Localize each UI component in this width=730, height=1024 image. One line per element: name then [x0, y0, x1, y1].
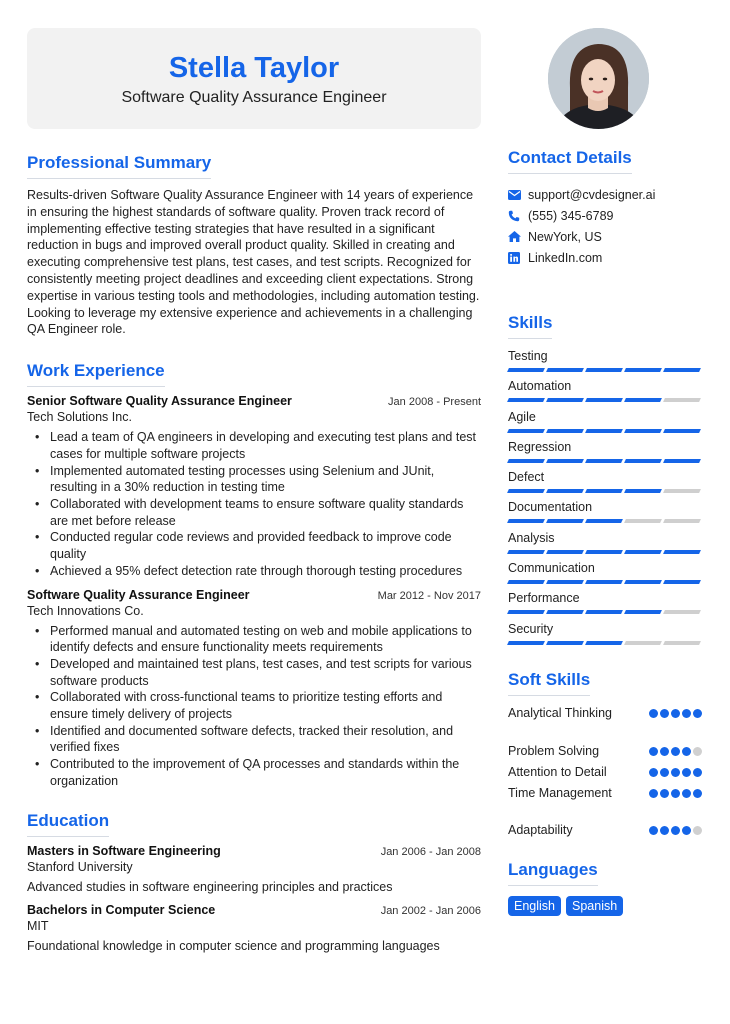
skill-level-segment — [624, 610, 662, 614]
profile-photo — [548, 28, 649, 129]
contact-phone — [508, 205, 702, 226]
skill-label: Documentation — [508, 500, 593, 515]
job-bullet: • Conducted regular code reviews and provided feedback to improve code quality — [27, 529, 481, 562]
skill-level-bar — [508, 610, 702, 614]
job-bullet: • Performed manual and automated testing on web and mobile applications to identify defects and ensure functionality meets requirements — [27, 623, 481, 656]
degree-title: Masters in Software Engineering — [27, 843, 221, 858]
job-bullet: • Collaborated with development teams to ensure software quality standards are met before release — [27, 496, 481, 529]
job-entry — [27, 394, 481, 579]
job-title: Senior Software Quality Assurance Engineer — [27, 394, 292, 409]
skill-level-segment — [624, 368, 662, 372]
summary-text: Results-driven Software Quality Assurance Engineer with 14 years of experience in ensuring the highest standards of software quality. Proven track record of implementing effective testing strategies that have resulted in a significant reduction in bugs and improved overall product quality. Skilled in creating and executing comprehensive test plans, test cases, and test scripts. Recognized for consistently meeting project deadlines and exceeding client expectations. Strong expertise in various testing tools and methodologies, including automation testing. Looking to leverage my extensive experience and achievements in a challenging QA Engineer role. — [27, 188, 480, 337]
job-bullet: • Collaborated with cross-functional teams to prioritize testing efforts and ensure timely delivery of projects — [27, 689, 481, 722]
rating-dot — [649, 747, 658, 756]
phone-icon — [508, 210, 528, 222]
envelope-icon — [508, 190, 528, 200]
skill-row — [508, 469, 702, 499]
job-dates: Mar 2012 - Nov 2017 — [377, 589, 481, 602]
skill-level-segment — [624, 519, 662, 523]
job-bullet: • Contributed to the improvement of QA processes and standards within the organization — [27, 756, 481, 789]
rating-dot — [693, 747, 702, 756]
skill-label: Communication — [508, 561, 595, 576]
soft-skills-section — [508, 669, 702, 841]
summary-section — [27, 152, 481, 338]
skill-label: Regression — [508, 439, 572, 454]
skill-row — [508, 499, 702, 529]
rating-dot — [682, 789, 691, 798]
skill-label: Analysis — [508, 530, 555, 545]
education-dates: Jan 2002 - Jan 2006 — [380, 904, 481, 917]
rating-dot — [671, 768, 680, 777]
skill-row — [508, 621, 702, 651]
skill-row — [508, 439, 702, 469]
skill-level-segment — [624, 459, 662, 463]
skill-level-segment — [507, 610, 545, 614]
rating-dot — [693, 768, 702, 777]
skill-level-segment — [663, 489, 701, 493]
skill-level-segment — [546, 429, 584, 433]
skill-row — [508, 590, 702, 620]
school-name: Stanford University — [27, 859, 133, 874]
summary-heading: Professional Summary — [27, 152, 211, 179]
linkedin-icon — [508, 252, 528, 264]
skill-level-segment — [624, 398, 662, 402]
skill-level-segment — [507, 429, 545, 433]
skill-label: Security — [508, 621, 554, 636]
skill-level-segment — [663, 519, 701, 523]
languages-section — [508, 859, 702, 916]
skill-level-segment — [585, 489, 623, 493]
rating-dot — [649, 826, 658, 835]
job-company: Tech Solutions Inc. — [27, 410, 132, 425]
skill-level-bar — [508, 580, 702, 584]
skill-level-bar — [508, 429, 702, 433]
phone-text[interactable]: (555) 345-6789 — [528, 208, 614, 223]
skill-level-segment — [663, 610, 701, 614]
email-text[interactable]: support@cvdesigner.ai — [528, 187, 656, 202]
soft-skill-row — [508, 762, 702, 783]
sidebar-column — [508, 147, 702, 916]
rating-dot — [682, 709, 691, 718]
rating-dot — [649, 709, 658, 718]
soft-skill-rating — [649, 789, 702, 798]
skills-list — [508, 348, 702, 651]
skill-level-bar — [508, 519, 702, 523]
skill-level-segment — [624, 429, 662, 433]
skill-level-segment — [546, 641, 584, 645]
soft-skill-label: Time Management — [508, 786, 612, 801]
soft-skills-heading: Soft Skills — [508, 669, 590, 696]
soft-skill-label: Problem Solving — [508, 744, 600, 759]
name-header — [27, 28, 481, 129]
skill-row — [508, 378, 702, 408]
skill-level-bar — [508, 489, 702, 493]
skill-level-segment — [624, 489, 662, 493]
skill-level-segment — [624, 580, 662, 584]
skill-level-segment — [663, 580, 701, 584]
skill-level-segment — [507, 519, 545, 523]
skill-level-segment — [507, 489, 545, 493]
skill-level-bar — [508, 641, 702, 645]
language-badge: Spanish — [566, 896, 623, 916]
skill-level-segment — [624, 550, 662, 554]
rating-dot — [693, 789, 702, 798]
skill-row — [508, 348, 702, 378]
job-bullet: • Achieved a 95% defect detection rate through thorough testing procedures — [27, 563, 481, 580]
skill-level-segment — [546, 610, 584, 614]
skill-level-segment — [546, 368, 584, 372]
skill-level-segment — [585, 550, 623, 554]
rating-dot — [682, 747, 691, 756]
school-name: MIT — [27, 918, 49, 933]
rating-dot — [671, 789, 680, 798]
soft-skill-rating — [649, 747, 702, 756]
job-bullets — [27, 429, 481, 579]
degree-title: Bachelors in Computer Science — [27, 902, 216, 917]
skill-level-segment — [663, 368, 701, 372]
soft-skill-label: Attention to Detail — [508, 765, 607, 780]
skill-label: Performance — [508, 591, 580, 606]
soft-skill-label: Adaptability — [508, 823, 573, 838]
skill-level-segment — [507, 459, 545, 463]
skill-level-segment — [585, 519, 623, 523]
education-dates: Jan 2006 - Jan 2008 — [380, 845, 481, 858]
soft-skill-rating — [649, 826, 702, 835]
skill-level-segment — [663, 641, 701, 645]
portrait-illustration — [548, 28, 649, 129]
skill-level-segment — [585, 641, 623, 645]
contact-linkedin — [508, 247, 702, 268]
soft-skill-row — [508, 741, 702, 762]
skills-heading: Skills — [508, 312, 552, 339]
job-bullet: • Implemented automated testing processes using Selenium and JUnit, resulting in a 30% reduction in testing time — [27, 463, 481, 496]
soft-skill-rating — [649, 709, 702, 718]
skill-level-segment — [663, 429, 701, 433]
rating-dot — [660, 789, 669, 798]
skill-level-segment — [507, 580, 545, 584]
job-entry — [27, 588, 481, 790]
skill-row — [508, 530, 702, 560]
skill-level-segment — [507, 641, 545, 645]
job-bullet: • Identified and documented software defects, tracked their resolution, and verified fixes — [27, 723, 481, 756]
skill-level-segment — [546, 459, 584, 463]
job-dates: Jan 2008 - Present — [388, 396, 481, 409]
skill-level-bar — [508, 368, 702, 372]
skill-level-segment — [507, 550, 545, 554]
skill-level-segment — [585, 429, 623, 433]
rating-dot — [682, 826, 691, 835]
job-company: Tech Innovations Co. — [27, 603, 144, 618]
skill-level-segment — [585, 459, 623, 463]
rating-dot — [649, 789, 658, 798]
skill-label: Defect — [508, 470, 545, 485]
education-heading: Education — [27, 810, 109, 837]
contact-location — [508, 226, 702, 247]
education-description: Advanced studies in software engineering principles and practices — [27, 879, 393, 894]
skill-level-segment — [546, 489, 584, 493]
rating-dot — [671, 747, 680, 756]
rating-dot — [693, 826, 702, 835]
skill-level-segment — [507, 398, 545, 402]
job-bullet: • Developed and maintained test plans, test cases, and test scripts for various software products — [27, 656, 481, 689]
skill-level-segment — [546, 580, 584, 584]
skill-level-segment — [585, 610, 623, 614]
rating-dot — [682, 768, 691, 777]
skill-level-segment — [663, 550, 701, 554]
rating-dot — [671, 709, 680, 718]
candidate-name: Stella Taylor — [168, 52, 340, 84]
rating-dot — [671, 826, 680, 835]
languages-heading: Languages — [508, 859, 598, 886]
skill-level-segment — [546, 519, 584, 523]
rating-dot — [660, 747, 669, 756]
skill-level-segment — [663, 459, 701, 463]
education-section — [27, 810, 481, 953]
linkedin-text[interactable]: LinkedIn.com — [528, 250, 603, 265]
job-title: Software Quality Assurance Engineer — [27, 587, 250, 602]
job-bullet: • Lead a team of QA engineers in developing and executing test plans and test cases for multiple software projects — [27, 429, 481, 462]
skill-level-segment — [585, 580, 623, 584]
skills-section — [508, 312, 702, 651]
candidate-title: Software Quality Assurance Engineer — [121, 89, 387, 106]
home-icon — [508, 231, 528, 242]
skill-level-segment — [624, 641, 662, 645]
skill-label: Agile — [508, 409, 536, 424]
education-entry — [27, 903, 481, 953]
skill-row — [508, 409, 702, 439]
skill-level-segment — [507, 368, 545, 372]
soft-skill-label: Analytical Thinking — [508, 706, 612, 721]
rating-dot — [649, 768, 658, 777]
rating-dot — [693, 709, 702, 718]
skill-level-segment — [546, 550, 584, 554]
skill-level-bar — [508, 459, 702, 463]
contact-heading: Contact Details — [508, 147, 632, 174]
rating-dot — [660, 709, 669, 718]
rating-dot — [660, 826, 669, 835]
skill-level-segment — [585, 398, 623, 402]
soft-skill-row — [508, 783, 702, 804]
contact-email — [508, 184, 702, 205]
skill-level-bar — [508, 550, 702, 554]
soft-skill-row — [508, 820, 702, 841]
skill-level-segment — [546, 398, 584, 402]
language-badge: English — [508, 896, 561, 916]
job-bullets — [27, 623, 481, 790]
experience-section — [27, 360, 481, 789]
skill-label: Automation — [508, 379, 572, 394]
soft-skill-rating — [649, 768, 702, 777]
soft-skills-list — [508, 703, 702, 841]
skill-level-segment — [585, 368, 623, 372]
education-description: Foundational knowledge in computer science and programming languages — [27, 938, 440, 953]
skill-level-bar — [508, 398, 702, 402]
main-column — [27, 152, 481, 953]
skill-label: Testing — [508, 349, 548, 363]
experience-heading: Work Experience — [27, 360, 165, 387]
location-text: NewYork, US — [528, 229, 602, 244]
skill-level-segment — [663, 398, 701, 402]
rating-dot — [660, 768, 669, 777]
education-entry — [27, 844, 481, 894]
contact-section — [508, 147, 702, 268]
skill-row — [508, 560, 702, 590]
soft-skill-row — [508, 703, 702, 724]
